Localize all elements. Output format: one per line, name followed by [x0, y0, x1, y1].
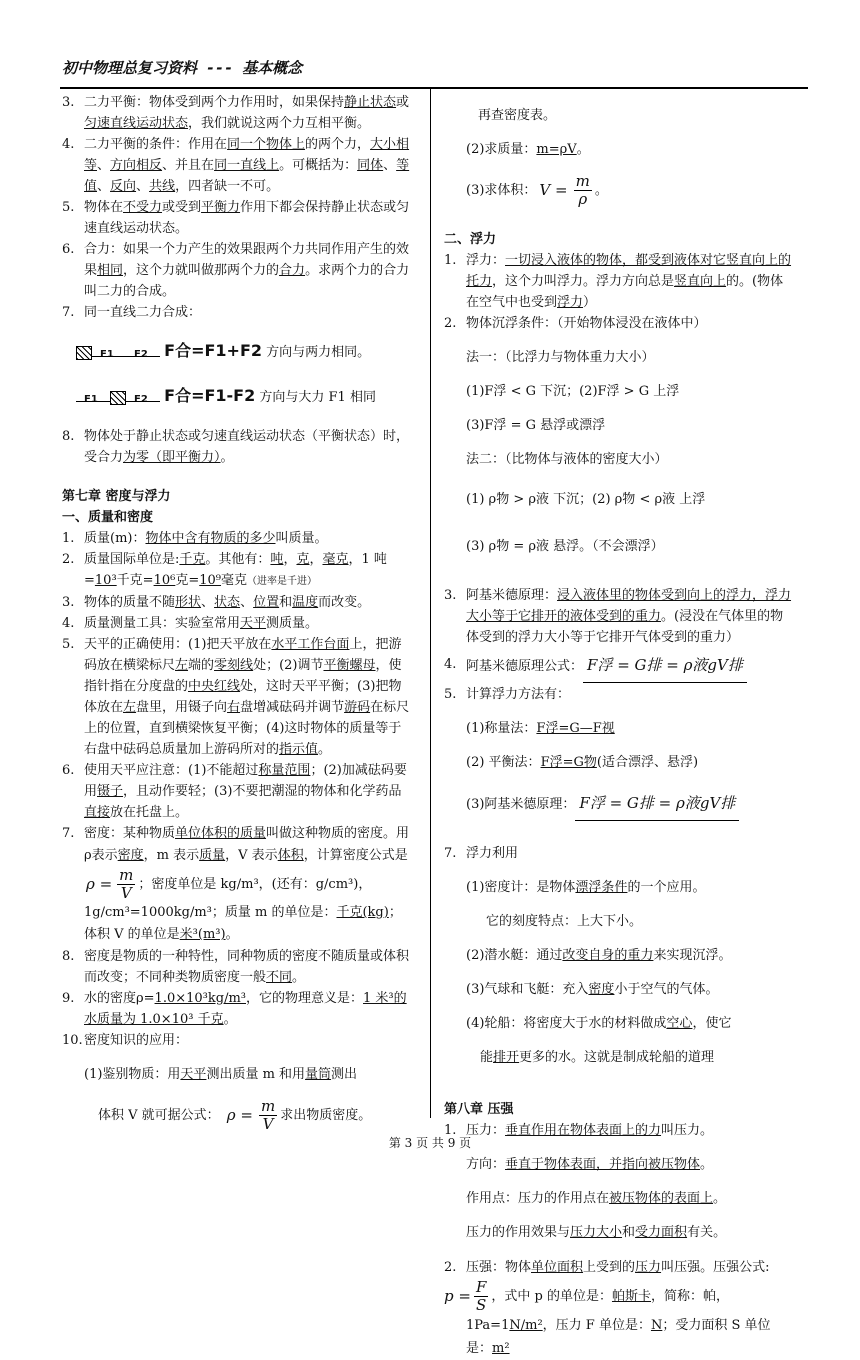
- list-item: 2. 质量国际单位是:千克。其他有：吨，克，毫克，1 吨=10³千克=10⁶克=10⁹毫克（进率是千进）: [62, 552, 387, 588]
- equation: F合=F1-F2: [164, 386, 256, 405]
- list-subitem: (3)F浮 = G 悬浮或漂浮: [466, 418, 606, 433]
- list-item: 2. 物体沉浮条件：（开始物体浸没在液体中）: [444, 316, 707, 331]
- arrow-icon: F2: [126, 344, 160, 362]
- list-item: 7. 浮力利用: [444, 846, 519, 861]
- archimedes-formula: F浮 = G排 = ρ液gV排: [583, 648, 747, 683]
- list-item: 6. 使用天平应注意：(1)不能超过称量范围；(2)加减砝码要用镊子，且动作要轻；(3)不要把潮湿的物体和化学药品直接放在托盘上。: [62, 763, 407, 820]
- force-diagram-same: F1 F2 F合=F1+F2 方向与两力相同。: [62, 336, 410, 368]
- section-title: 一、质量和密度: [62, 510, 154, 525]
- list-subitem: (1)鉴别物质：用天平测出质量 m 和用量筒测出: [84, 1067, 358, 1082]
- fraction: $\frac{m}{\rho}$: [575, 172, 590, 208]
- list-subitem: (2)求质量：m=ρV。: [466, 142, 590, 157]
- chapter-title: 第八章 压强: [444, 1102, 514, 1117]
- column-divider: [430, 88, 431, 1118]
- page-header: 初中物理总复习资料 --- 基本概念: [62, 59, 303, 77]
- list-item: 5. 计算浮力方法有：: [444, 687, 571, 702]
- list-subitem: 方向：垂直于物体表面，并指向被压物体。: [466, 1157, 714, 1172]
- list-item: 5. 物体在不受力或受到平衡力作用下都会保持静止状态或匀速直线运动状态。: [62, 200, 410, 236]
- list-item: 3. 阿基米德原理：浸入液体里的物体受到向上的浮力，浮力大小等于它排开的液体受到的重力。(浸没在气体里的物体受到的浮力大小等于它排开气体受到的重力）: [444, 588, 792, 645]
- list-item: 2. 压强：物体单位面积上受到的压力叫压强。压强公式: p = $\frac{F}{S}$ ，式中 p 的单位是：帕斯卡，简称：帕，1Pa=1N/m²，压力 F 单位是：N；受力面积 S 单位是：m²: [444, 1260, 771, 1356]
- header-rule: [60, 87, 808, 89]
- page-footer: 第 3 页 共 9 页: [388, 1136, 472, 1150]
- list-subitem: 作用点：压力的作用点在被压物体的表面上。: [466, 1191, 727, 1206]
- arrow-icon: F1: [76, 389, 110, 407]
- list-subitem: 再查密度表。: [478, 108, 557, 123]
- list-subitem: (3) ρ物 = ρ液 悬浮。（不会漂浮）: [466, 539, 664, 554]
- list-subitem: 压力的作用效果与压力大小和受力面积有关。: [466, 1225, 727, 1240]
- list-item: 3. 二力平衡：物体受到两个力作用时，如果保持静止状态或匀速直线运动状态，我们就说这两个力互相平衡。: [62, 95, 410, 131]
- list-subitem: 能排开更多的水。这就是制成轮船的道理: [480, 1050, 715, 1065]
- list-item: 1. 压力：垂直作用在物体表面上的力叫压力。: [444, 1123, 714, 1138]
- list-subitem: 法二：（比物体与液体的密度大小）: [466, 452, 668, 467]
- list-item: 4. 二力平衡的条件：作用在同一个物体上的两个力，大小相等、方向相反、并且在同一直线上。可概括为：同体、等值、反向、共线，四者缺一不可。: [62, 137, 410, 194]
- list-item: 3. 物体的质量不随形状、状态、位置和温度而改变。: [62, 595, 371, 610]
- block-icon: [110, 391, 126, 405]
- list-subitem: 体积 V 就可据公式： ρ = $\frac{m}{V}$ 求出物质密度。: [98, 1097, 372, 1133]
- list-item: 7. 同一直线二力合成：: [62, 305, 202, 320]
- list-item: 9. 水的密度ρ=1.0×10³kg/m³，它的物理意义是：1 米³的水质量为 1.0×10³ 千克。: [62, 991, 407, 1027]
- list-item: 7. 密度：某种物质单位体积的质量叫做这种物质的密度。用ρ表示密度，m 表示质量，V 表示体积，计算密度公式是 ρ = $\frac{m}{V}$ ；密度单位是 kg/m³，(还有：g/cm³)，1g/cm³=1000kg/m³；质量 m 的单位是：千克(kg)；体积 V 的单位是米³(m³)。: [62, 826, 410, 942]
- arrow-icon: F1: [92, 344, 126, 362]
- list-subitem: (4)轮船：将密度大于水的材料做成空心，使它: [466, 1016, 732, 1031]
- force-diagram-opposite: F1 F2 F合=F1-F2 方向与大力 F1 相同: [62, 381, 410, 413]
- left-column: [62, 92, 410, 1146]
- list-item: 4. 阿基米德原理公式： F浮 = G排 = ρ液gV排: [444, 648, 794, 684]
- list-subitem: (1) ρ物 > ρ液 下沉；(2) ρ物 < ρ液 上浮: [466, 492, 706, 507]
- list-subitem: (1)密度计：是物体漂浮条件的一个应用。: [466, 880, 706, 895]
- list-subitem: (2)潜水艇：通过改变自身的重力来实现沉浮。: [466, 948, 732, 963]
- list-item: 10. 密度知识的应用：: [62, 1033, 189, 1048]
- list-subitem: 它的刻度特点：上大下小。: [486, 914, 643, 929]
- block-icon: [76, 346, 92, 360]
- list-item: 6. 合力：如果一个力产生的效果跟两个力共同作用产生的效果相同，这个力就叫做那两个力的合力。求两个力的合力叫二力的合成。: [62, 242, 410, 299]
- arrow-icon: F2: [126, 389, 160, 407]
- list-subitem: (3)气球和飞艇：充入密度小于空气的气体。: [466, 982, 719, 997]
- list-subitem: (1)称量法：F浮=G—F视: [466, 721, 615, 736]
- list-subitem: (2) 平衡法：F浮=G物(适合漂浮、悬浮): [466, 755, 699, 770]
- list-subitem: 法一：（比浮力与物体重力大小）: [466, 350, 655, 365]
- pressure-formula: p =: [444, 1287, 471, 1305]
- fraction: $\frac{m}{V}$: [119, 866, 134, 902]
- equation: F合=F1+F2: [164, 341, 263, 360]
- list-subitem: (3)阿基米德原理： F浮 = G排 = ρ液gV排: [444, 786, 794, 822]
- fraction: $\frac{F}{S}$: [475, 1278, 487, 1314]
- density-formula: ρ =: [86, 875, 113, 893]
- list-item: 8. 密度是物质的一种特性，同种物质的密度不随质量或体积而改变；不同种类物质密度一般不同。: [62, 949, 410, 985]
- list-item: 8. 物体处于静止状态或匀速直线运动状态（平衡状态）时，受合力为零（即平衡力）。: [62, 429, 410, 465]
- list-item: 1. 浮力：一切浸入液体的物体，都受到液体对它竖直向上的托力，这个力叫浮力。浮力方向总是竖直向上的。(物体在空气中也受到浮力）: [444, 253, 792, 310]
- fraction: $\frac{m}{V}$: [260, 1097, 276, 1133]
- list-subitem: (1)F浮 < G 下沉；(2)F浮 > G 上浮: [466, 384, 680, 399]
- section-title: 二、浮力: [444, 232, 497, 247]
- right-column: [444, 92, 794, 1360]
- list-item: 4. 质量测量工具：实验室常用天平测质量。: [62, 616, 319, 631]
- chapter-title: 第七章 密度与浮力: [62, 489, 171, 504]
- list-subitem: (3)求体积： V = $\frac{m}{\rho}$ 。: [466, 172, 608, 208]
- list-item: 1. 质量(m)：物体中含有物质的多少叫质量。: [62, 531, 328, 546]
- list-item: 5. 天平的正确使用：(1)把天平放在水平工作台面上，把游码放在横梁标尺左端的零刻线处；(2)调节平衡螺母，使指针指在分度盘的中央红线处，这时天平平衡；(3)把物体放在左盘里，用镊子向右盘增减砝码并调节游码在标尺上的位置，直到横梁恢复平衡；(4)这时物体的质量等于右盘中砝码总质量加上游码所对的指示值。: [62, 637, 410, 757]
